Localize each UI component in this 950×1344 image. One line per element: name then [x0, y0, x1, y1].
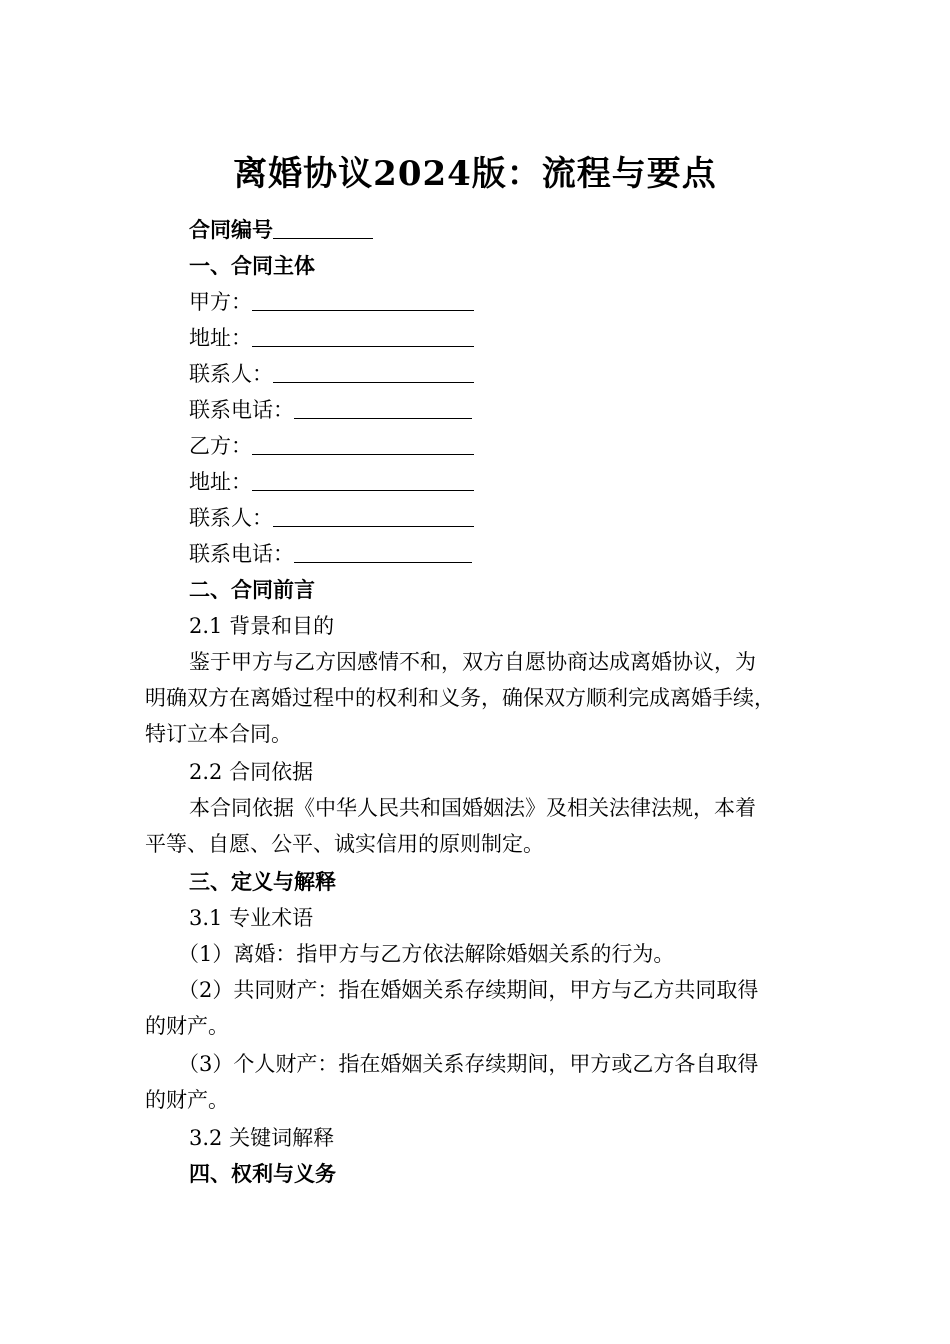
party-b-contact-row: [145, 500, 810, 536]
party-b-label: 乙方：: [189, 434, 252, 458]
party-b-contact-blank: [273, 502, 474, 527]
paragraph-line: 平等、自愿、公平、诚实信用的原则制定。: [145, 832, 544, 856]
party-b-row: [145, 428, 810, 464]
contract-number-blank: [273, 214, 373, 239]
term-item: （1）离婚：指甲方与乙方依法解除婚姻关系的行为。: [178, 942, 675, 966]
party-a-address-row: [145, 320, 810, 356]
party-b-address-label: 地址：: [189, 470, 252, 494]
party-a-blank: [252, 286, 474, 311]
party-a-contact-blank: [273, 358, 474, 383]
party-a-phone-label: 联系电话：: [189, 398, 294, 422]
term-item-continued: 的财产。: [145, 1014, 229, 1038]
subsection-3-1-heading: 3.1 专业术语: [189, 906, 314, 930]
term-item-continued: 的财产。: [145, 1088, 229, 1112]
paragraph-line: 鉴于甲方与乙方因感情不和，双方自愿协商达成离婚协议，为: [189, 650, 756, 674]
party-a-phone-blank: [294, 394, 472, 419]
paragraph-line: 本合同依据《中华人民共和国婚姻法》及相关法律法规，本着: [189, 796, 756, 820]
party-a-row: [145, 284, 810, 320]
party-b-address-row: [145, 464, 810, 500]
party-b-phone-label: 联系电话：: [189, 542, 294, 566]
section-1-heading: 一、合同主体: [189, 254, 315, 278]
party-a-contact-row: [145, 356, 810, 392]
party-a-contact-label: 联系人：: [189, 362, 273, 386]
party-a-label: 甲方：: [189, 290, 252, 314]
section-3-heading: 三、定义与解释: [189, 870, 336, 894]
term-item: （2）共同财产：指在婚姻关系存续期间，甲方与乙方共同取得: [178, 978, 759, 1002]
party-b-address-blank: [252, 466, 474, 491]
party-b-contact-label: 联系人：: [189, 506, 273, 530]
term-item: （3）个人财产：指在婚姻关系存续期间，甲方或乙方各自取得: [178, 1052, 759, 1076]
party-b-blank: [252, 430, 474, 455]
party-a-phone-row: [145, 392, 810, 428]
party-b-phone-row: [145, 536, 810, 572]
party-b-phone-blank: [294, 538, 472, 563]
party-a-address-label: 地址：: [189, 326, 252, 350]
paragraph-line: 明确双方在离婚过程中的权利和义务，确保双方顺利完成离婚手续，: [145, 686, 775, 710]
section-4-heading: 四、权利与义务: [189, 1162, 336, 1186]
contract-number-row: [145, 212, 810, 248]
paragraph-line: 特订立本合同。: [145, 722, 292, 746]
subsection-2-2-heading: 2.2 合同依据: [189, 760, 314, 784]
subsection-2-1-heading: 2.1 背景和目的: [189, 614, 335, 638]
document-title: 离婚协议2024版：流程与要点: [233, 154, 717, 194]
subsection-3-2-heading: 3.2 关键词解释: [189, 1126, 335, 1150]
contract-number-label: 合同编号: [189, 218, 273, 242]
party-a-address-blank: [252, 322, 474, 347]
section-2-heading: 二、合同前言: [189, 578, 315, 602]
